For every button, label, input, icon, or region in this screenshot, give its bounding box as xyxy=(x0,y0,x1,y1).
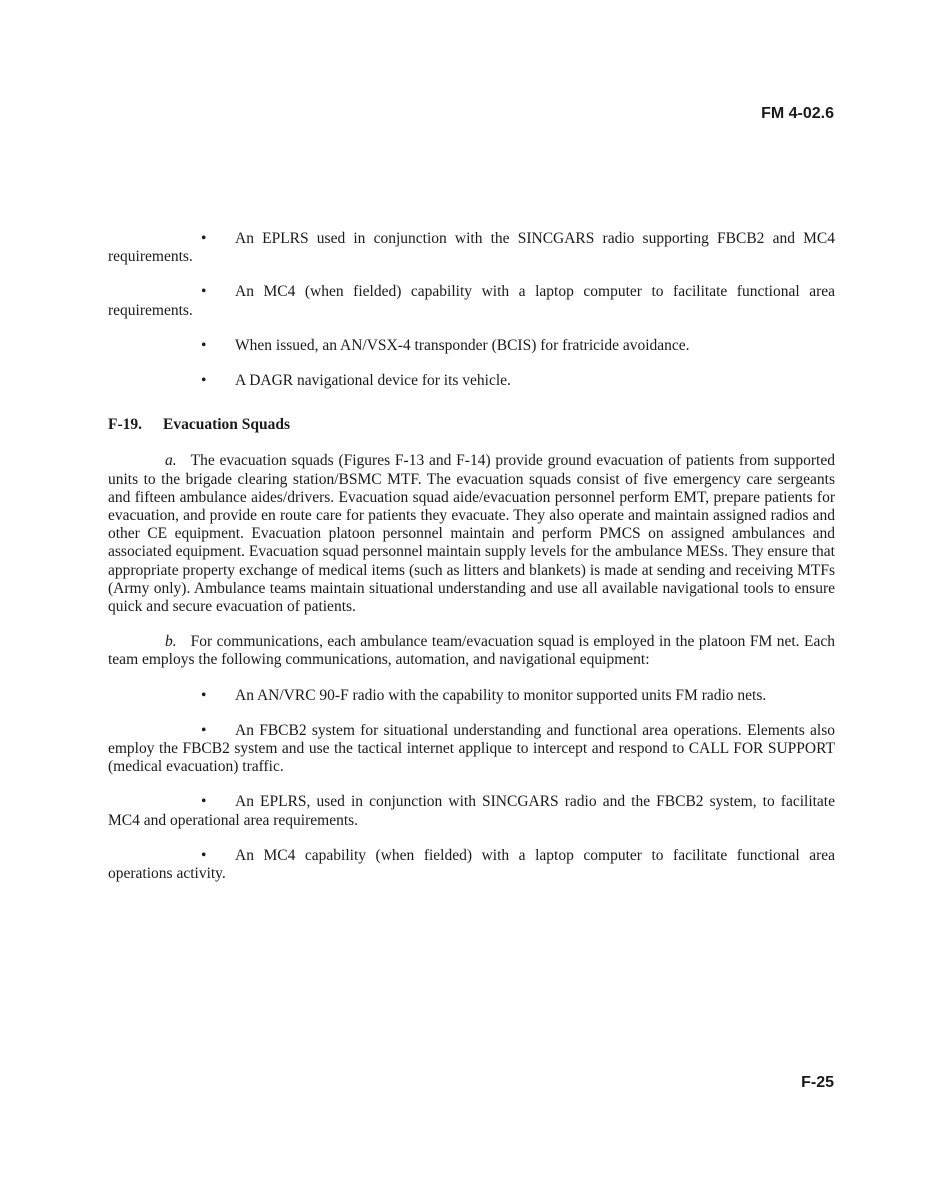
paragraph-text: For communications, each ambulance team/evacuation squad is employed in the platoon FM net. Each team employs the following communications, automation, and navigational equipment: xyxy=(108,633,835,669)
document-id: FM 4-02.6 xyxy=(761,105,834,122)
bullet-text: An AN/VRC 90-F radio with the capability to monitor supported units FM radio nets. xyxy=(235,686,767,704)
bullet-text: An MC4 capability (when fielded) with a laptop computer to facilitate functional area operations activity. xyxy=(108,846,835,883)
bullet-item xyxy=(108,283,835,319)
bullet-icon: • xyxy=(201,846,207,864)
bullet-icon: • xyxy=(201,372,207,390)
paragraph-b xyxy=(108,633,835,669)
bullet-icon: • xyxy=(201,230,207,247)
paragraph-label: b. xyxy=(165,633,177,651)
bullet-text: When issued, an AN/VSX-4 transponder (BCIS) for fratricide avoidance. xyxy=(235,336,690,354)
bullet-item xyxy=(108,847,835,883)
page-body xyxy=(108,230,835,900)
bullet-item xyxy=(108,793,835,829)
paragraph-a xyxy=(108,452,835,616)
bullet-text: A DAGR navigational device for its vehicle. xyxy=(235,372,511,390)
bullet-icon: • xyxy=(201,721,207,739)
paragraph-text: The evacuation squads (Figures F-13 and F-14) provide ground evacuation of patients from supported units to the brigade clearing station/BSMC MTF. The evacuation squads consist of five emergency care sergeants and fifteen ambulance aides/drivers. Evacuation squad aide/evacuation personnel perform EMT, prepare patients for evacuation, and provide en route care for patients they evacuate. They also operate and maintain assigned radios and other CE equipment. Evacuation platoon personnel maintain and perform PMCS on assigned ambulances and associated equipment. Evacuation squad personnel maintain supply levels for the ambulance MESs. They ensure that appropriate property exchange of medical items (such as litters and blankets) is made at sending and receiving MTFs (Army only). Ambulance teams maintain situational understanding and use all available navigational tools to ensure quick and secure evacuation of patients. xyxy=(108,452,835,616)
section-title: Evacuation Squads xyxy=(163,416,291,434)
bullet-text: An EPLRS used in conjunction with the SINCGARS radio supporting FBCB2 and MC4 requirements. xyxy=(108,230,835,266)
bullet-item xyxy=(108,230,835,266)
paragraph-label: a. xyxy=(165,452,177,470)
bullet-icon: • xyxy=(201,686,207,704)
bullet-icon: • xyxy=(201,793,207,811)
bullet-item xyxy=(108,337,835,355)
section-heading xyxy=(108,416,835,434)
bullet-icon: • xyxy=(201,283,207,301)
bullet-icon: • xyxy=(201,336,207,354)
section-number: F-19. xyxy=(108,416,143,434)
page-number: F-25 xyxy=(801,1074,834,1091)
bullet-text: An MC4 (when fielded) capability with a laptop computer to facilitate functional area requirements. xyxy=(108,283,835,319)
bullet-text: An EPLRS, used in conjunction with SINCGARS radio and the FBCB2 system, to facilitate MC4 and operational area requirements. xyxy=(108,793,835,829)
bullet-item xyxy=(108,372,835,390)
bullet-text: An FBCB2 system for situational understanding and functional area operations. Elements also employ the FBCB2 system and use the tactical internet applique to intercept and respond to CALL FOR SUPPORT (medical evacuation) traffic. xyxy=(108,721,835,776)
bullet-item xyxy=(108,687,835,705)
bullet-item xyxy=(108,722,835,777)
